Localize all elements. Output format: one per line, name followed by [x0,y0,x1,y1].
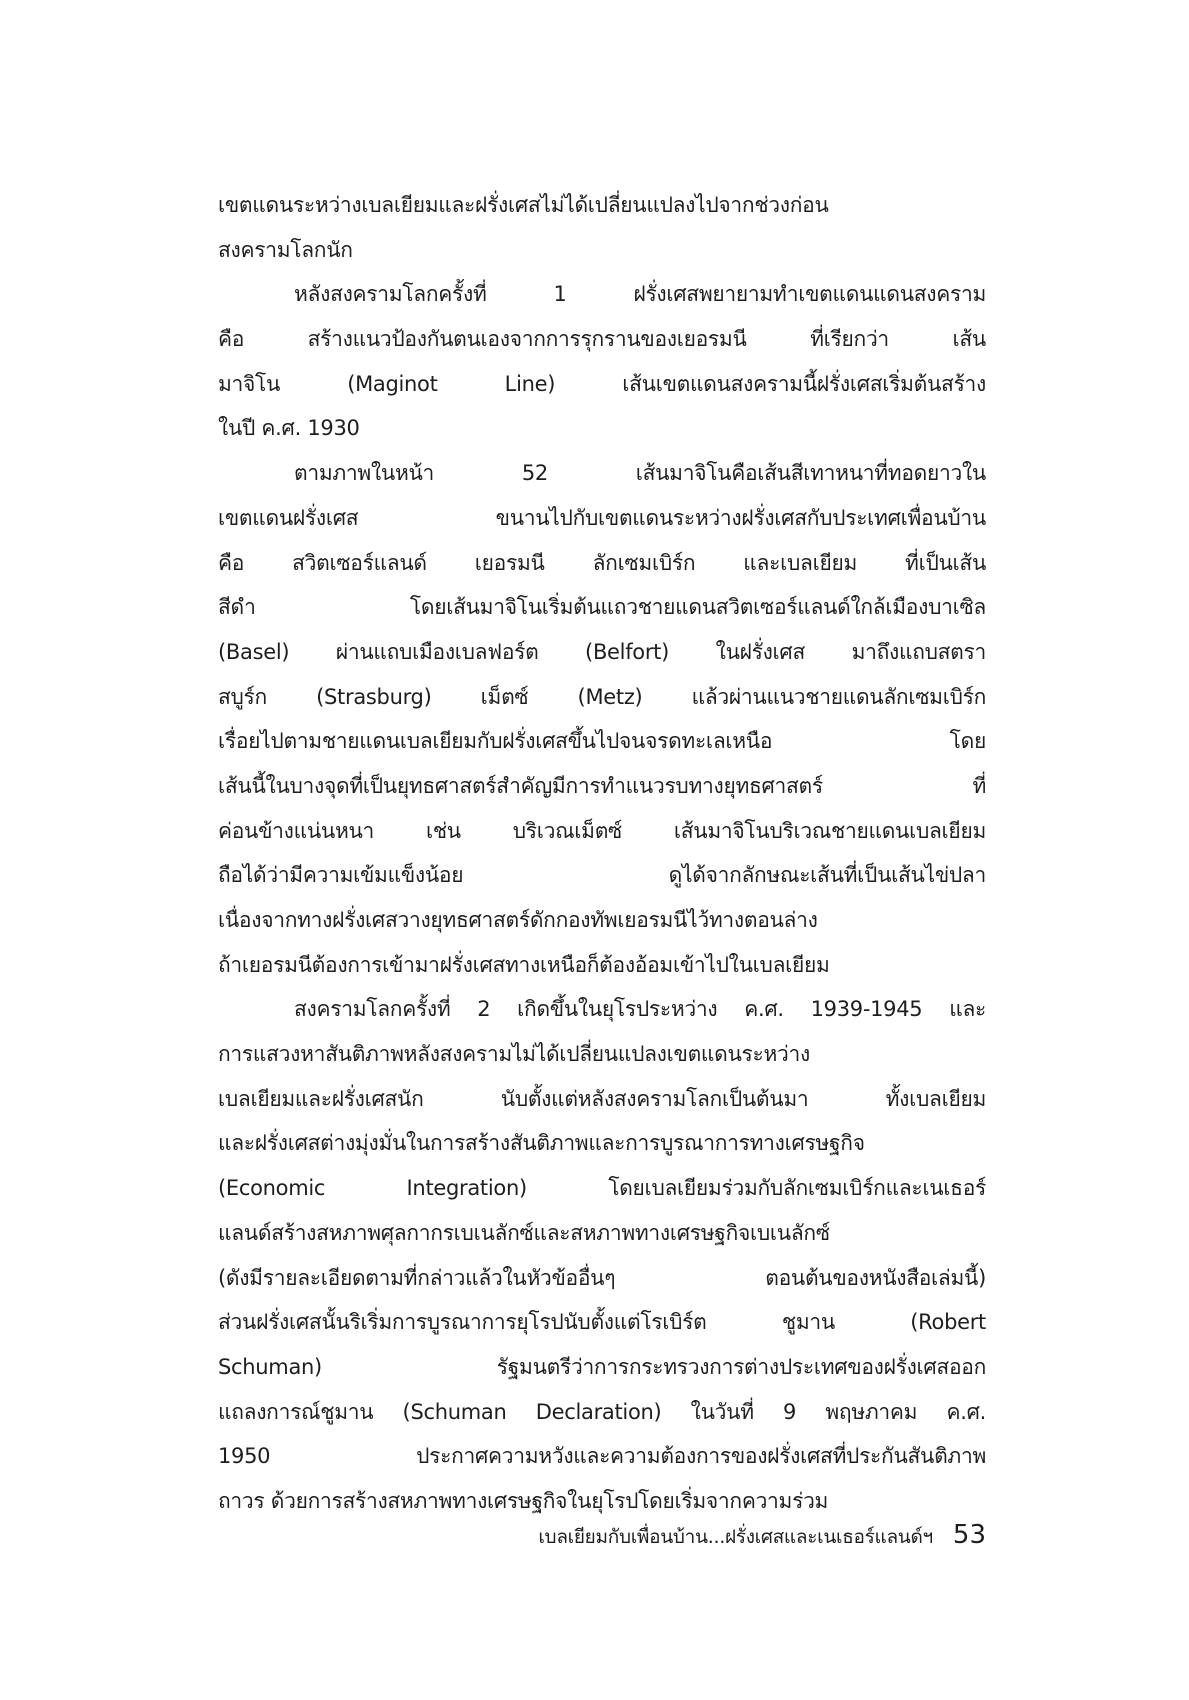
text-line: ค่อนข้างแน่นหนา เช่น บริเวณเม็ตซ์ เส้นมาจิโนบริเวณชายแดนเบลเยียม [218,818,986,843]
text-line: แถลงการณ์ชูมาน (Schuman Declaration) ในวันที่ 9 พฤษภาคม ค.ศ. [218,1399,986,1424]
text-line: ถ้าเยอรมนีต้องการเข้ามาฝรั่งเศสทางเหนือก็ต้องอ้อมเข้าไปในเบลเยียม [218,952,830,977]
text-line: (Basel) ผ่านแถบเมืองเบลฟอร์ต (Belfort) ในฝรั่งเศส มาถึงแถบสตรา [218,639,986,664]
paragraph [218,987,986,1523]
text-line: เขตแดนระหว่างเบลเยียมและฝรั่งเศสไม่ได้เปลี่ยนแปลงไปจากช่วงก่อน [218,193,829,217]
text-line: สบูร์ก (Strasburg) เม็ตซ์ (Metz) แล้วผ่านแนวชายแดนลักเซมเบิร์ก [218,684,986,709]
text-line: เขตแดนฝรั่งเศส ขนานไปกับเขตแดนระหว่างฝรั่งเศสกับประเทศเพื่อนบ้าน [218,505,986,530]
text-line: เนื่องจากทางฝรั่งเศสวางยุทธศาสตร์ดักกองทัพเยอรมนีไว้ทางตอนล่าง [218,908,818,932]
text-line: (ดังมีรายละเอียดตามที่กล่าวแล้วในหัวข้ออื่นๆ ตอนต้นของหนังสือเล่มนี้) [218,1265,986,1290]
text-line: เส้นนี้ในบางจุดที่เป็นยุทธศาสตร์สำคัญมีการทำแนวรบทางยุทธศาสตร์ ที่ [218,773,986,798]
text-line: ถาวร ด้วยการสร้างสหภาพทางเศรษฐกิจในยุโรปโดยเริ่มจากความร่วม [218,1488,829,1513]
text-line: สงครามโลกนัก [218,237,353,262]
running-title: เบลเยียมกับเพื่อนบ้าน...ฝรั่งเศสและเนเธอร์แลนด์ฯ [538,1526,933,1548]
text-line: หลังสงครามโลกครั้งที่ 1 ฝรั่งเศสพยายามทำเขตแดนแดนสงคราม [294,282,986,307]
text-line: การแสวงหาสันติภาพหลังสงครามไม่ได้เปลี่ยนแปลงเขตแดนระหว่าง [218,1042,810,1067]
text-line: คือ สวิตเซอร์แลนด์ เยอรมนี ลักเซมเบิร์ก และเบลเยียม ที่เป็นเส้น [218,550,986,575]
body-text [218,183,986,1524]
text-line: ส่วนฝรั่งเศสนั้นริเริ่มการบูรณาการยุโรปนับตั้งแต่โรเบิร์ต ชูมาน (Robert [218,1310,986,1335]
text-line: ถือได้ว่ามีความเข้มแข็งน้อย ดูได้จากลักษณะเส้นที่เป็นเส้นไข่ปลา [218,863,986,888]
text-line: เรื่อยไปตามชายแดนเบลเยียมกับฝรั่งเศสขึ้นไปจนจรดทะเลเหนือ โดย [218,729,986,754]
text-line: 1950 ประกาศความหวังและความต้องการของฝรั่งเศสที่ประกันสันติภาพ [218,1444,986,1469]
text-line: ตามภาพในหน้า 52 เส้นมาจิโนคือเส้นสีเทาหนาที่ทอดยาวใน [294,461,986,486]
text-line: สีดำ โดยเส้นมาจิโนเริ่มต้นแถวชายแดนสวิตเซอร์แลนด์ใกล้เมืองบาเซิล [218,595,986,620]
text-line: คือ สร้างแนวป้องกันตนเองจากการรุกรานของเยอรมนี ที่เรียกว่า เส้น [218,327,986,352]
text-line: ในปี ค.ศ. 1930 [218,416,360,441]
text-line: มาจิโน (Maginot Line) เส้นเขตแดนสงครามนี้ฝรั่งเศสเริ่มต้นสร้าง [218,371,986,396]
text-line: แลนด์สร้างสหภาพศุลกากรเบเนลักซ์และสหภาพทางเศรษฐกิจเบเนลักซ์ [218,1220,830,1245]
text-line: เบลเยียมและฝรั่งเศสนัก นับตั้งแต่หลังสงครามโลกเป็นต้นมา ทั้งเบลเยียม [218,1086,986,1111]
paragraph [218,451,986,987]
paragraph [218,183,986,272]
text-line: (Economic Integration) โดยเบลเยียมร่วมกับลักเซมเบิร์กและเนเธอร์ [218,1176,986,1201]
text-line: Schuman) รัฐมนตรีว่าการกระทรวงการต่างประเทศของฝรั่งเศสออก [218,1354,986,1379]
page-footer [218,1520,986,1552]
paragraph [218,272,986,451]
text-line: สงครามโลกครั้งที่ 2 เกิดขึ้นในยุโรประหว่าง ค.ศ. 1939-1945 และ [294,997,986,1022]
page-number: 53 [952,1520,986,1550]
text-line: และฝรั่งเศสต่างมุ่งมั่นในการสร้างสันติภาพและการบูรณาการทางเศรษฐกิจ [218,1131,865,1156]
